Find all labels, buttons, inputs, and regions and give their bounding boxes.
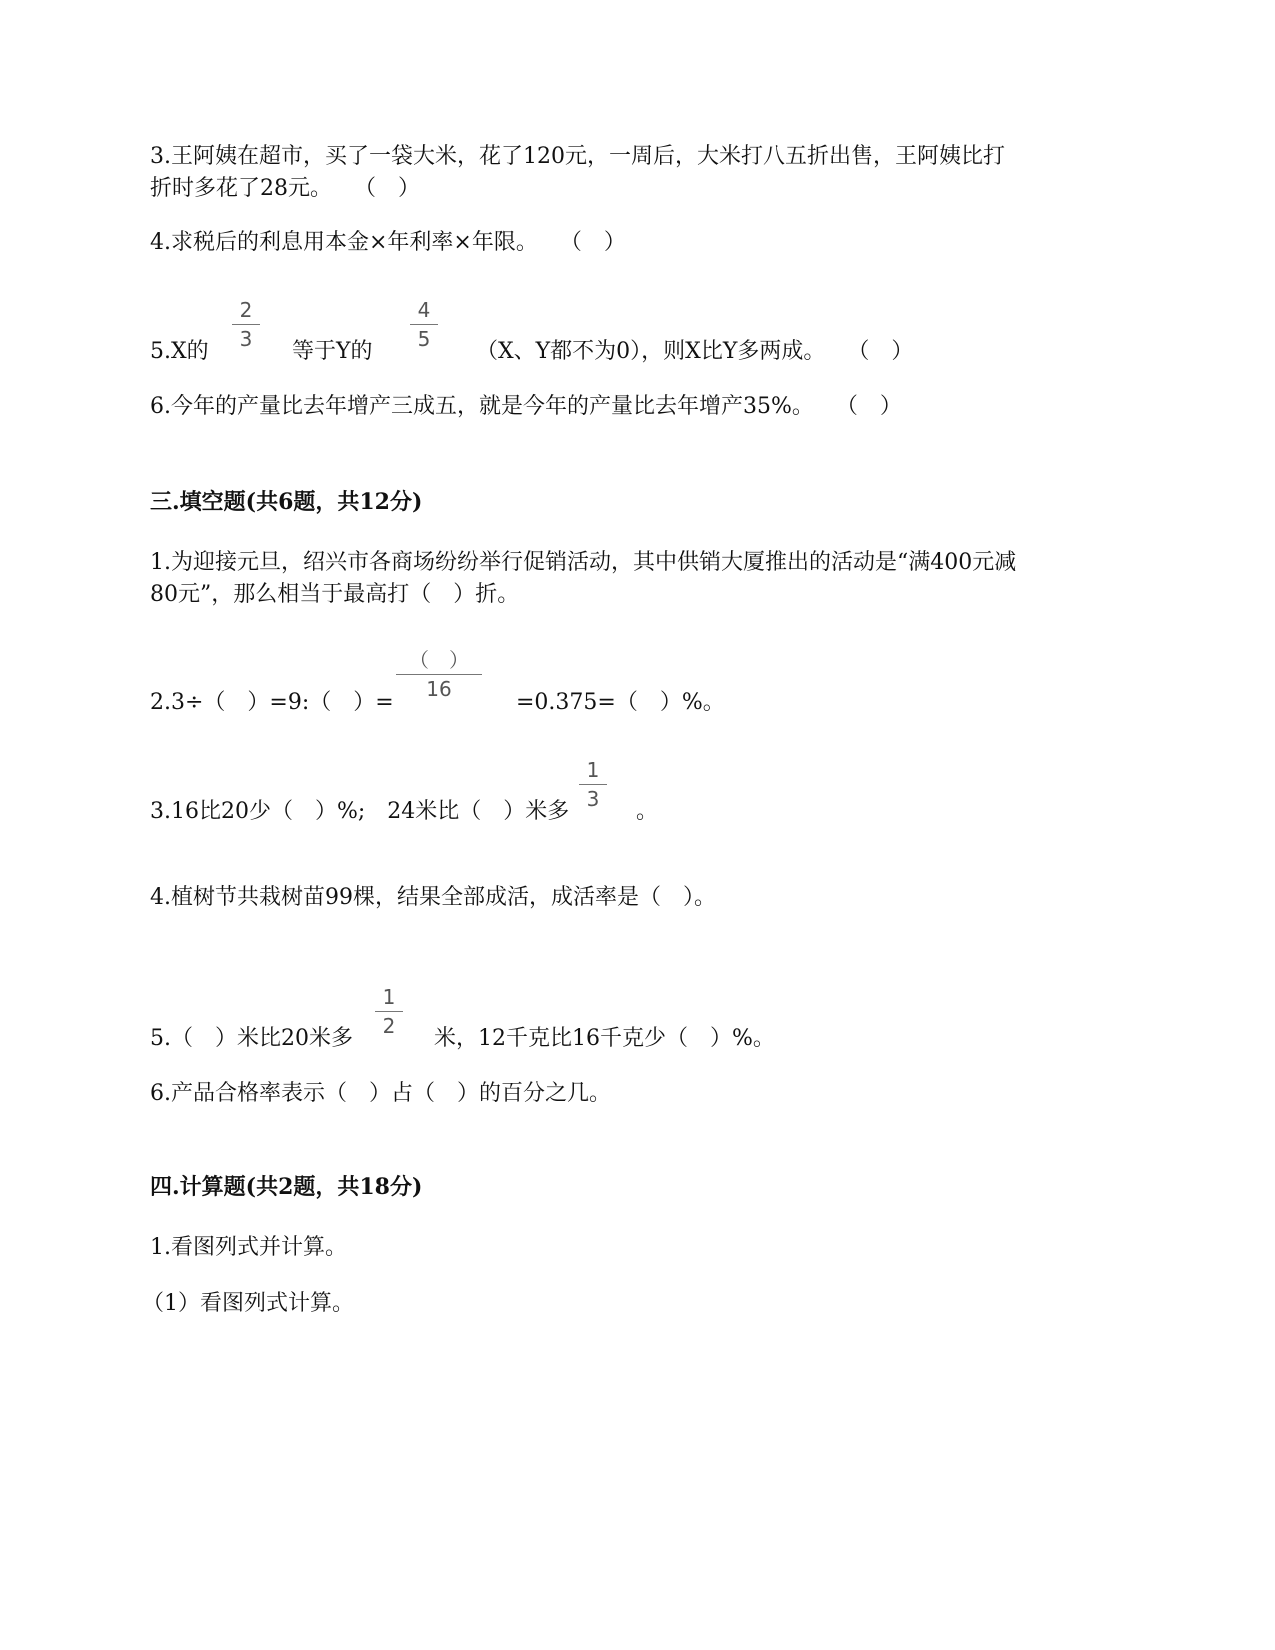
fraction-numerator: 1 — [382, 985, 396, 1009]
fraction-bar — [579, 784, 607, 785]
s3-q4: 4.植树节共栽树苗99棵，结果全部成活，成活率是（ ）。 — [150, 885, 716, 910]
fraction-bar — [410, 324, 438, 325]
s2-q4: 4.求税后的利息用本金×年利率×年限。 （ ） — [150, 230, 626, 255]
s2-q3-line1: 3.王阿姨在超市，买了一袋大米，花了120元，一周后，大米打八五折出售，王阿姨比打 — [150, 144, 1005, 169]
fraction-numerator: 4 — [417, 298, 431, 322]
fraction-denominator: 3 — [239, 327, 253, 351]
s3-q6: 6.产品合格率表示（ ）占（ ）的百分之几。 — [150, 1081, 611, 1106]
s2-q5-fraction-2 — [404, 298, 444, 351]
fraction-denominator: 3 — [586, 787, 600, 811]
s3-q3-fraction — [573, 758, 613, 811]
fraction-bar — [396, 674, 482, 675]
fraction-numerator: 2 — [239, 298, 253, 322]
s3-q2-fraction — [396, 648, 482, 701]
s3-q3-part1: 3.16比20少（ ）%; 24米比（ ）米多 — [150, 799, 570, 824]
s3-q5-part1: 5.（ ）米比20米多 — [150, 1026, 353, 1051]
s3-q1-line2: 80元”，那么相当于最高打（ ）折。 — [150, 582, 520, 607]
section4-heading: 四.计算题(共2题，共18分) — [150, 1174, 423, 1200]
fraction-denominator: 16 — [426, 677, 452, 701]
s2-q5-fraction-1 — [226, 298, 266, 351]
s2-q5-part1: 5.X的 — [150, 339, 209, 364]
s2-q5-part3: （X、Y都不为0），则X比Y多两成。 （ ） — [476, 339, 914, 364]
s4-q1-sub1: （1）看图列式计算。 — [142, 1291, 354, 1316]
s3-q2-part1: 2.3÷（ ）=9:（ ）= — [150, 690, 394, 715]
fraction-numerator: 1 — [586, 758, 600, 782]
s3-q2-part2: =0.375=（ ）%。 — [516, 690, 725, 715]
s3-q3-part2: 。 — [636, 799, 659, 824]
s2-q6: 6.今年的产量比去年增产三成五，就是今年的产量比去年增产35%。 （ ） — [150, 394, 902, 419]
section3-heading: 三.填空题(共6题，共12分) — [150, 489, 423, 515]
s4-q1: 1.看图列式并计算。 — [150, 1235, 347, 1260]
fraction-denominator: 2 — [382, 1014, 396, 1038]
s2-q3-line2: 折时多花了28元。 （ ） — [150, 176, 420, 201]
s3-q5-fraction — [369, 985, 409, 1038]
fraction-numerator: （ ） — [409, 648, 469, 672]
s3-q1-line1: 1.为迎接元旦，绍兴市各商场纷纷举行促销活动，其中供销大厦推出的活动是“满400元减 — [150, 550, 1017, 575]
fraction-denominator: 5 — [417, 327, 431, 351]
fraction-bar — [375, 1011, 403, 1012]
s2-q5-part2: 等于Y的 — [292, 339, 373, 364]
s3-q5-part2: 米，12千克比16千克少（ ）%。 — [434, 1026, 775, 1051]
fraction-bar — [232, 324, 260, 325]
